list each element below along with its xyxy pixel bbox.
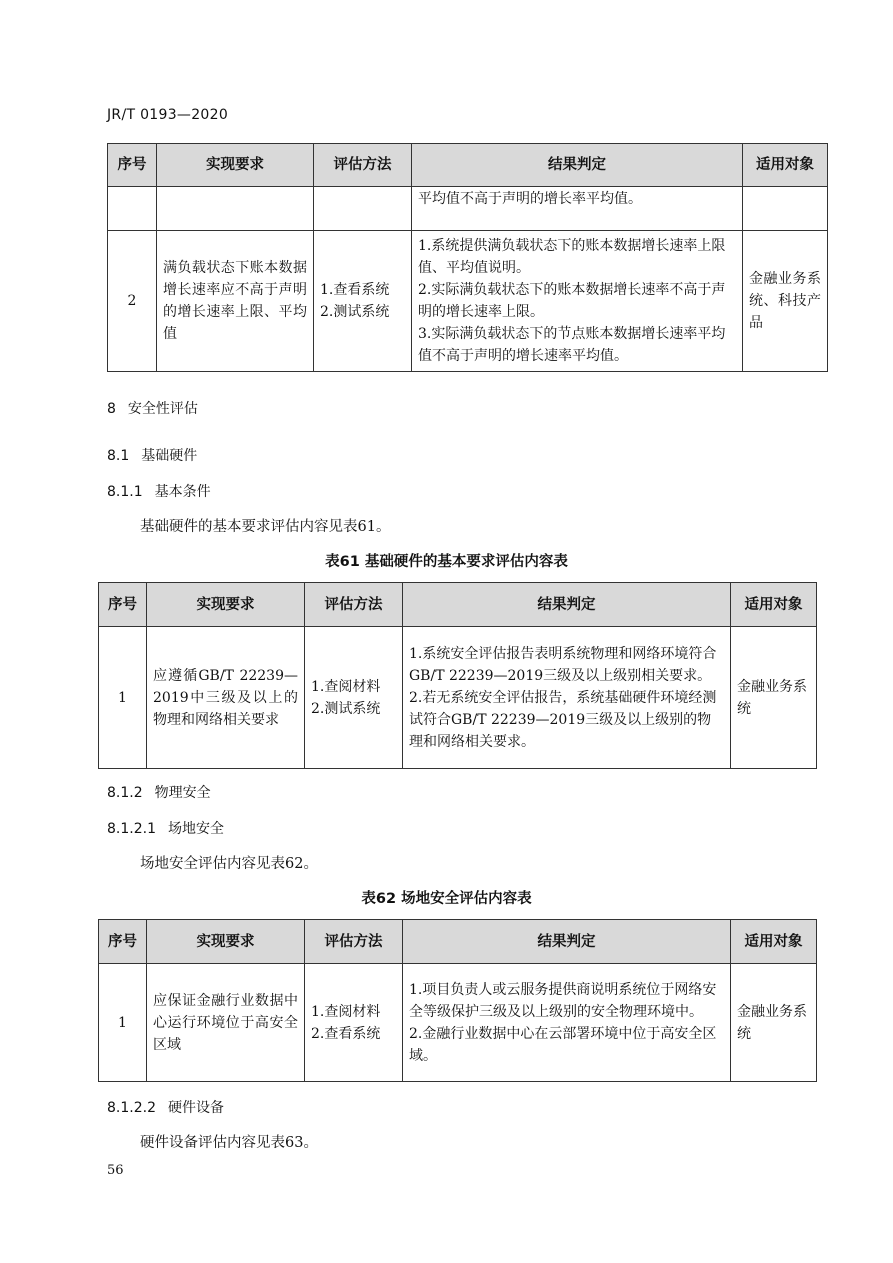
table-row: [108, 231, 828, 372]
col-header-method: 评估方法: [305, 583, 403, 627]
result-line: 1.系统提供满负载状态下的账本数据增长速率上限值、平均值说明。: [418, 238, 726, 276]
table-caption: 表62 场地安全评估内容表: [361, 891, 532, 907]
page-number: 56: [107, 1163, 124, 1178]
col-header-target: 适用对象: [731, 920, 817, 964]
result-cell: [403, 627, 731, 769]
method-line: 2.测试系统: [311, 700, 381, 717]
table-row: [108, 187, 828, 231]
section-heading-8-1: 8.1 基础硬件: [107, 448, 198, 464]
result-cell: 平均值不高于声明的增长率平均值。: [412, 187, 743, 231]
table-row: [99, 627, 817, 769]
section-heading-8-1-2: 8.1.2 物理安全: [107, 785, 211, 801]
section-heading-8-1-1: 8.1.1 基本条件: [107, 484, 211, 500]
paragraph: 基础硬件的基本要求评估内容见表61。: [140, 519, 391, 535]
col-header-result: 结果判定: [403, 583, 731, 627]
row-number: 1: [99, 627, 147, 769]
table-caption: 表61 基础硬件的基本要求评估内容表: [325, 554, 568, 570]
method-line: 1.查看系统: [320, 282, 390, 298]
col-header-requirement: 实现要求: [157, 144, 314, 187]
col-header-target: 适用对象: [743, 144, 828, 187]
section-heading-8: 8 安全性评估: [107, 401, 198, 417]
requirement-cell: 应保证金融行业数据中心运行环境位于高安全区域: [147, 964, 305, 1082]
method-cell: [305, 964, 403, 1082]
table-header-row: [99, 920, 817, 964]
result-line: 1.系统安全评估报告表明系统物理和网络环境符合GB/T 22239—2019三级及以上级别相关要求。: [409, 645, 717, 684]
target-cell: 金融业务系统: [731, 627, 817, 769]
result-line: 2.金融行业数据中心在云部署环境中位于高安全区域。: [409, 1025, 717, 1064]
target-cell: 金融业务系统、科技产品: [743, 231, 828, 372]
section-heading-8-1-2-1: 8.1.2.1 场地安全: [107, 821, 224, 837]
requirement-cell: 应遵循GB/T 22239—2019中三级及以上的物理和网络相关要求: [147, 627, 305, 769]
col-header-method: 评估方法: [305, 920, 403, 964]
document-code: JR/T 0193—2020: [107, 107, 229, 123]
method-cell: [314, 231, 412, 372]
col-header-requirement: 实现要求: [147, 583, 305, 627]
table-header-row: [99, 583, 817, 627]
method-line: 2.测试系统: [320, 304, 390, 320]
requirement-cell: 满负载状态下账本数据增长速率应不高于声明的增长速率上限、平均值: [157, 231, 314, 372]
col-header-method: 评估方法: [314, 144, 412, 187]
col-header-result: 结果判定: [412, 144, 743, 187]
method-line: 2.查看系统: [311, 1025, 381, 1042]
paragraph: 硬件设备评估内容见表63。: [140, 1135, 318, 1151]
row-number: 2: [108, 231, 157, 372]
col-header-no: 序号: [108, 144, 157, 187]
col-header-result: 结果判定: [403, 920, 731, 964]
result-line: 1.项目负责人或云服务提供商说明系统位于网络安全等级保护三级及以上级别的安全物理环境中。: [409, 981, 717, 1020]
table-header-row: [108, 144, 828, 187]
method-cell: [305, 627, 403, 769]
result-cell: [403, 964, 731, 1082]
method-line: 1.查阅材料: [311, 1003, 381, 1020]
col-header-no: 序号: [99, 583, 147, 627]
target-cell: 金融业务系统: [731, 964, 817, 1082]
result-line: 2.若无系统安全评估报告，系统基础硬件环境经测试符合GB/T 22239—2019三级及以上级别的物理和网络相关要求。: [409, 689, 717, 750]
table-row: [99, 964, 817, 1082]
table-61: [98, 582, 817, 769]
row-number: 1: [99, 964, 147, 1082]
section-heading-8-1-2-2: 8.1.2.2 硬件设备: [107, 1100, 224, 1116]
table-62: [98, 919, 817, 1082]
table-continued: [107, 143, 828, 372]
result-line: 2.实际满负载状态下的账本数据增长速率不高于声明的增长速率上限。: [418, 282, 726, 320]
method-line: 1.查阅材料: [311, 678, 381, 695]
col-header-no: 序号: [99, 920, 147, 964]
result-line: 3.实际满负载状态下的节点账本数据增长速率平均值不高于声明的增长速率平均值。: [418, 326, 726, 364]
col-header-requirement: 实现要求: [147, 920, 305, 964]
col-header-target: 适用对象: [731, 583, 817, 627]
result-cell: [412, 231, 743, 372]
paragraph: 场地安全评估内容见表62。: [140, 856, 318, 872]
